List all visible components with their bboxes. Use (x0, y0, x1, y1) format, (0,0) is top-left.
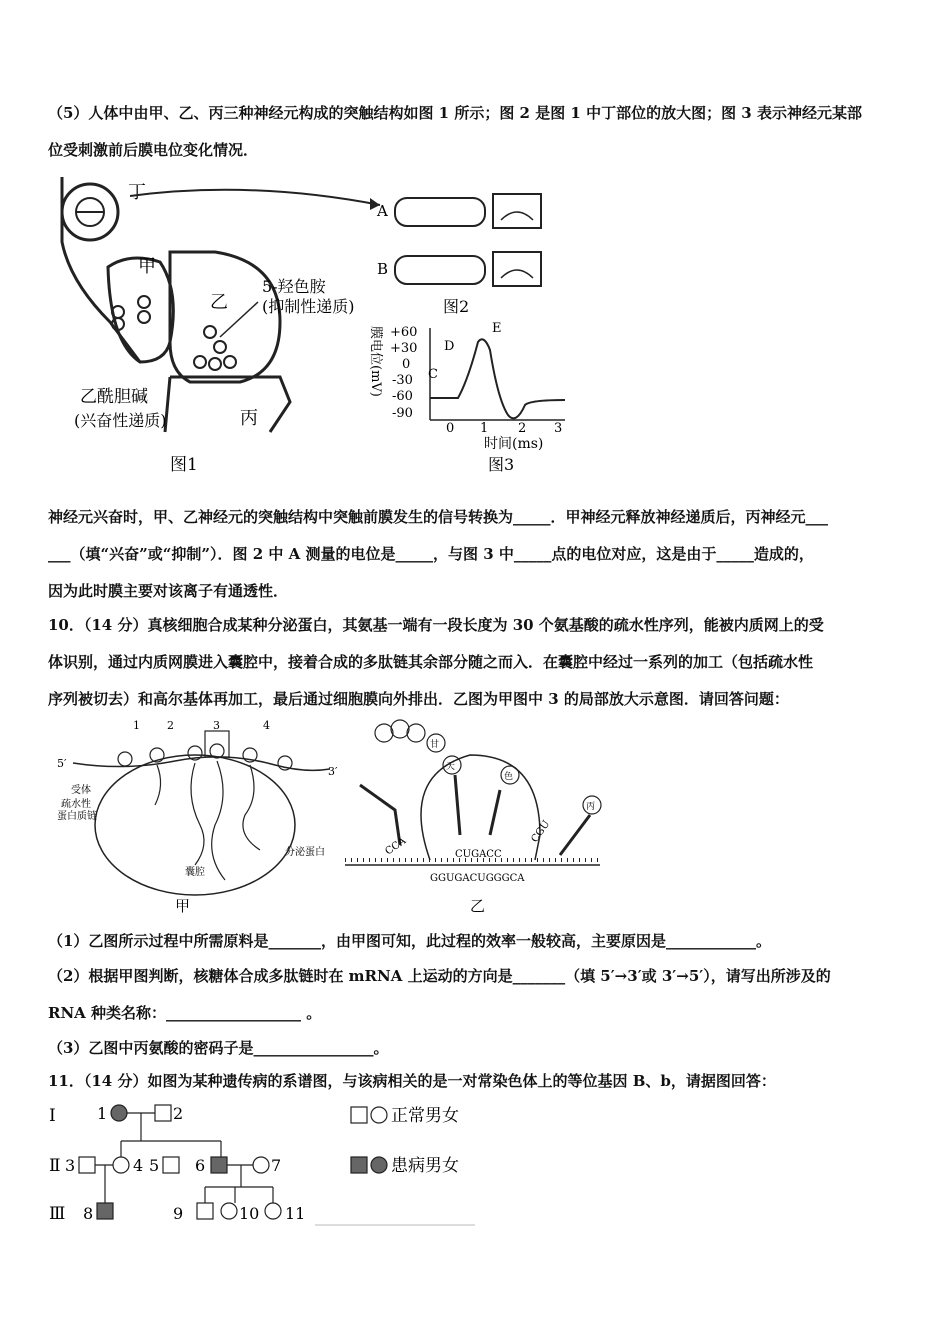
legend-normal-male (351, 1107, 367, 1123)
person-9 (197, 1203, 213, 1219)
id-10: 10 (239, 1204, 260, 1223)
gen-3: Ⅲ (49, 1204, 66, 1224)
id-9: 9 (173, 1204, 184, 1223)
legend-affected-label: 患病男女 (391, 1156, 459, 1176)
person-8 (97, 1203, 113, 1219)
point-e: E (492, 321, 502, 336)
jia-receptor: 受体 (71, 785, 91, 796)
q10-line-2: 体识别，通过内质网膜进入囊腔中，接着合成的多肽链其余部分随之而入．在囊腔中经过一系列的加工（包括疏水性 (48, 653, 814, 671)
figure-yi (340, 715, 610, 915)
q10-sub-3: （3）乙图中丙氨酸的密码子是________________。 (48, 1039, 389, 1057)
id-2: 2 (173, 1104, 184, 1123)
figure-2 (375, 180, 565, 320)
yi-cgu: CGU (529, 818, 553, 845)
person-3 (79, 1157, 95, 1173)
xtick: 0 (446, 421, 455, 436)
xtick: 3 (554, 421, 563, 436)
yi-mrna: GGUGACUGGGCA (430, 873, 525, 884)
ytick: -90 (392, 406, 413, 421)
ytick: +60 (390, 325, 418, 340)
q10-sub-2b: RNA 种类名称：__________________ 。 (48, 1004, 322, 1022)
xtick: 1 (480, 421, 489, 436)
serotonin-label: 5-羟色胺 (262, 277, 326, 296)
fig2-label-b: B (377, 260, 389, 278)
yi-cugacc: CUGACC (455, 849, 502, 860)
ach-label: 乙酰胆碱 (80, 387, 148, 407)
ytick: +30 (390, 341, 418, 356)
q5-text-1: 神经元兴奋时，甲、乙神经元的突触结构中突触前膜发生的信号转换为_____．甲神经元释放神经递质后，丙神经元___ (48, 508, 829, 526)
id-1: 1 (97, 1104, 108, 1123)
fig2-caption: 图2 (443, 297, 470, 316)
q5-line-1: （5）人体中由甲、乙、丙三种神经元构成的突触结构如图 1 所示；图 2 是图 1 中丁部位的放大图；图 3 表示神经元某部 (48, 104, 862, 122)
bing-neuron (165, 377, 290, 432)
legend-affected-male (351, 1157, 367, 1173)
id-11: 11 (285, 1204, 306, 1223)
fig3-xlabel: 时间(ms) (484, 436, 544, 452)
legend-normal-female (371, 1107, 387, 1123)
fig3-ylabel: 膜电位(mV) (368, 326, 383, 397)
yi-caption: 乙 (470, 897, 486, 915)
q10-line-3: 序列被切去）和高尔基体再加工，最后通过细胞膜向外排出．乙图为甲图中 3 的局部放大示意图．请回答问题： (48, 690, 789, 708)
q10-sub-2: （2）根据甲图判断，核糖体合成多肽链时在 mRNA 上运动的方向是_______（填 5′→3′或 3′→5′），请写出所涉及的 (48, 967, 831, 985)
serotonin-note: (抑制性递质) (262, 297, 355, 316)
ach-note: (兴奋性递质) (74, 411, 167, 430)
axon-a (395, 198, 485, 226)
figure-jia (45, 715, 345, 915)
legend-affected-female (371, 1157, 387, 1173)
person-5 (163, 1157, 179, 1173)
legend-normal-label: 正常男女 (391, 1106, 459, 1126)
q11-line-1: 11．（14 分）如图为某种遗传病的系谱图，与该病相关的是一对常染色体上的等位基因 B、b，请据图回答： (48, 1072, 776, 1090)
jia-hydro2: 蛋白质链 (57, 811, 97, 822)
jia-caption: 甲 (175, 897, 191, 915)
q10-line-1: 10．（14 分）真核细胞合成某种分泌蛋白，其氨基一端有一段长度为 30 个氨基酸的疏水性序列，能被内质网上的受 (48, 616, 824, 634)
id-4: 4 (133, 1156, 144, 1175)
yi-se: 色 (504, 772, 514, 782)
jia-hydro1: 疏水性 (61, 799, 91, 810)
jia-n1: 1 (133, 719, 140, 732)
bing-label: 丙 (240, 408, 258, 429)
id-3: 3 (65, 1156, 76, 1175)
yi-tian: 天 (446, 762, 456, 772)
gen-1: Ⅰ (49, 1106, 56, 1126)
person-7 (253, 1157, 269, 1173)
pedigree-chart (45, 1095, 485, 1235)
meter-a (493, 194, 541, 228)
q5-text-2: ___（填“兴奋”或“抑制”）．图 2 中 A 测量的电位是_____，与图 3 中_____点的电位对应，这是由于_____造成的， (48, 545, 814, 563)
person-4 (113, 1157, 129, 1173)
id-7: 7 (271, 1156, 282, 1175)
ytick: -60 (392, 389, 413, 404)
person-1 (111, 1105, 127, 1121)
q10-sub-1: （1）乙图所示过程中所需原料是_______，由甲图可知，此过程的效率一般较高，主要原因是____________。 (48, 932, 771, 950)
q5-text-3: 因为此时膜主要对该离子有通透性． (48, 582, 289, 600)
fig3-yticks (390, 325, 417, 421)
fig3-caption: 图3 (488, 455, 515, 474)
id-5: 5 (149, 1156, 160, 1175)
meter-b (493, 252, 541, 286)
jia-n2: 2 (167, 719, 174, 732)
xtick: 2 (518, 421, 527, 436)
jia-five: 5′ (57, 757, 67, 770)
ding-label: 丁 (128, 182, 146, 203)
jia-secreted: 分泌蛋白 (285, 847, 325, 858)
person-10 (221, 1203, 237, 1219)
axon-b (395, 256, 485, 284)
ytick: -30 (392, 373, 413, 388)
person-2 (155, 1105, 171, 1121)
point-c: C (428, 367, 438, 382)
yi-label: 乙 (210, 292, 228, 313)
yi-bing: 丙 (586, 802, 596, 812)
gen-2: Ⅱ (49, 1156, 61, 1176)
jia-n4: 4 (263, 719, 270, 732)
figure-3 (360, 320, 580, 480)
yi-cca: CCA (383, 835, 409, 858)
q5-line-2: 位受刺激前后膜电位变化情况． (48, 141, 259, 159)
jia-lumen: 囊腔 (185, 867, 205, 878)
jia-three: 3′ (328, 765, 338, 778)
jia-n3: 3 (213, 719, 220, 732)
id-6: 6 (195, 1156, 206, 1175)
jia-label: 甲 (138, 256, 156, 277)
fig2-label-a: A (377, 202, 388, 220)
person-11 (265, 1203, 281, 1219)
ribosome (421, 755, 540, 860)
yi-gan: 甘 (430, 740, 440, 750)
ding-arrow (130, 180, 390, 220)
id-8: 8 (83, 1204, 94, 1223)
point-d: D (444, 339, 455, 354)
ytick: 0 (402, 357, 411, 372)
person-6 (211, 1157, 227, 1173)
fig1-caption: 图1 (170, 455, 198, 475)
